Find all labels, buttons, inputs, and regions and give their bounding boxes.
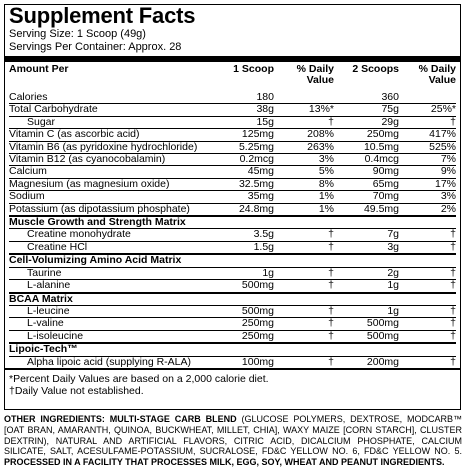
other-ingredients <box>4 414 462 468</box>
daily-value-two-scoops: † <box>401 318 456 330</box>
nutrient-row <box>9 203 456 216</box>
amount-two-scoops: 75g <box>336 104 401 116</box>
section-title: Lipoic-Tech™ <box>9 343 456 356</box>
matrix-item-row <box>9 241 456 254</box>
daily-value-two-scoops: 417% <box>401 129 456 141</box>
daily-value-one-scoop: 8% <box>276 178 336 190</box>
daily-value-two-scoops: † <box>401 267 456 279</box>
daily-value-one-scoop: † <box>276 116 336 128</box>
amount-two-scoops: 500mg <box>336 330 401 343</box>
servings-per-container: Servings Per Container: Approx. 28 <box>9 41 182 53</box>
nutrient-name: Total Carbohydrate <box>9 104 224 116</box>
daily-value-one-scoop: 1% <box>276 203 336 216</box>
amount-one-scoop: 32.5mg <box>224 178 276 190</box>
nutrient-row <box>9 116 456 128</box>
daily-value-one-scoop: 3% <box>276 154 336 166</box>
daily-value-two-scoops: 525% <box>401 141 456 153</box>
amount-one-scoop: 38g <box>224 104 276 116</box>
amount-two-scoops: 2g <box>336 267 401 279</box>
section-header-row <box>9 254 456 267</box>
daily-value-one-scoop: † <box>276 267 336 279</box>
amount-two-scoops: 90mg <box>336 166 401 178</box>
daily-value-one-scoop: † <box>276 241 336 254</box>
supplement-facts-panel <box>4 4 461 410</box>
nutrient-name: Creatine monohydrate <box>9 229 224 241</box>
nutrient-row <box>9 141 456 153</box>
nutrient-row <box>9 166 456 178</box>
daily-value-two-scoops: 2% <box>401 203 456 216</box>
nutrient-name: Creatine HCl <box>9 241 224 254</box>
daily-value-one-scoop: 208% <box>276 129 336 141</box>
nutrient-name: L-alanine <box>9 280 224 293</box>
daily-value-two-scoops: † <box>401 241 456 254</box>
amount-one-scoop: 5.25mg <box>224 141 276 153</box>
section-title: Cell-Volumizing Amino Acid Matrix <box>9 254 456 267</box>
daily-value-one-scoop <box>276 92 336 104</box>
amount-two-scoops: 29g <box>336 116 401 128</box>
amount-one-scoop: 250mg <box>224 330 276 343</box>
nutrient-name: Vitamin B6 (as pyridoxine hydrochloride) <box>9 141 224 153</box>
nutrient-name: L-isoleucine <box>9 330 224 343</box>
daily-value-two-scoops: 25%* <box>401 104 456 116</box>
section-header-row <box>9 343 456 356</box>
daily-value-two-scoops: † <box>401 116 456 128</box>
matrix-item-row <box>9 280 456 293</box>
amount-one-scoop: 500mg <box>224 305 276 317</box>
amount-two-scoops: 7g <box>336 229 401 241</box>
amount-one-scoop: 15g <box>224 116 276 128</box>
matrix-item-row <box>9 267 456 279</box>
nutrient-row <box>9 191 456 203</box>
amount-one-scoop: 100mg <box>224 356 276 368</box>
col-daily-value-1 <box>276 62 336 92</box>
nutrient-name: Magnesium (as magnesium oxide) <box>9 178 224 190</box>
nutrient-name: L-leucine <box>9 305 224 317</box>
daily-value-two-scoops: 17% <box>401 178 456 190</box>
daily-value-two-scoops: † <box>401 356 456 368</box>
daily-value-one-scoop: † <box>276 305 336 317</box>
dv2-line1: % Daily <box>418 63 456 75</box>
amount-two-scoops: 65mg <box>336 178 401 190</box>
nutrient-name: Taurine <box>9 267 224 279</box>
nutrient-name: Vitamin C (as ascorbic acid) <box>9 129 224 141</box>
amount-two-scoops: 49.5mg <box>336 203 401 216</box>
footnote-not-established: †Daily Value not established. <box>9 384 144 397</box>
matrix-item-row <box>9 330 456 343</box>
panel-title: Supplement Facts <box>9 3 196 28</box>
column-header-row <box>9 62 456 92</box>
daily-value-two-scoops: † <box>401 229 456 241</box>
amount-two-scoops: 3g <box>336 241 401 254</box>
nutrient-row <box>9 104 456 116</box>
daily-value-one-scoop: 5% <box>276 166 336 178</box>
other-ingredients-label: OTHER INGREDIENTS: MULTI-STAGE CARB BLEND <box>4 414 237 424</box>
amount-two-scoops: 360 <box>381 91 399 103</box>
daily-value-one-scoop: † <box>276 330 336 343</box>
nutrient-name: L-valine <box>9 318 224 330</box>
col-one-scoop: 1 Scoop <box>233 63 274 75</box>
nutrient-name: Sodium <box>9 191 224 203</box>
section-header-row <box>9 216 456 229</box>
amount-one-scoop: 1.5g <box>224 241 276 254</box>
amount-two-scoops: 500mg <box>336 318 401 330</box>
footnote-daily-values: *Percent Daily Values are based on a 2,000 calorie diet. <box>9 372 269 385</box>
amount-two-scoops: 250mg <box>336 129 401 141</box>
amount-two-scoops: 1g <box>336 305 401 317</box>
section-title: Muscle Growth and Strength Matrix <box>9 216 456 229</box>
amount-one-scoop: 125mg <box>224 129 276 141</box>
amount-two-scoops: 70mg <box>336 191 401 203</box>
nutrient-table-body <box>9 92 456 368</box>
daily-value-one-scoop: † <box>276 318 336 330</box>
footnotes <box>5 368 460 397</box>
nutrient-name: Calcium <box>9 166 224 178</box>
section-header-row <box>9 293 456 306</box>
nutrient-row <box>9 92 456 104</box>
matrix-item-row <box>9 318 456 330</box>
daily-value-two-scoops: 3% <box>401 191 456 203</box>
nutrient-name: Calories <box>9 91 48 103</box>
dv2-line2: Value <box>428 74 456 86</box>
nutrient-name: Vitamin B12 (as cyanocobalamin) <box>9 154 224 166</box>
dv1-line2: Value <box>306 74 334 86</box>
amount-two-scoops: 200mg <box>336 356 401 368</box>
daily-value-one-scoop: † <box>276 229 336 241</box>
serving-size: Serving Size: 1 Scoop (49g) <box>9 28 146 40</box>
amount-two-scoops: 0.4mcg <box>336 154 401 166</box>
nutrient-row <box>9 129 456 141</box>
nutrient-name: Alpha lipoic acid (supplying R-ALA) <box>9 356 224 368</box>
matrix-item-row <box>9 229 456 241</box>
dv1-line1: % Daily <box>296 63 334 75</box>
nutrient-name: Sugar <box>9 116 224 128</box>
daily-value-one-scoop: † <box>276 356 336 368</box>
amount-one-scoop: 250mg <box>224 318 276 330</box>
daily-value-one-scoop: † <box>276 280 336 293</box>
daily-value-two-scoops: † <box>401 330 456 343</box>
amount-one-scoop: 45mg <box>224 166 276 178</box>
other-ingredients-text: (GLUCOSE POLYMERS, DEXTROSE, MODCARB™ [OAT BRAN, AMARANTH, QUINOA, BUCKWHEAT, MILLET, CHIA], WAXY MAIZE [CORN STARCH], CLUSTER DEXTRIN), NATURAL AND ARTIFICIAL FLAVORS, CITRIC ACID, DICALCIUM PHOSPHATE, CALCIUM SILICATE, SALT, ACESULFAME-POTASSIUM, SUCRALOSE, FD&C YELLOW NO. 6, FD&C YELLOW NO. 5. <box>4 414 462 457</box>
daily-value-two-scoops: † <box>401 280 456 293</box>
daily-value-two-scoops <box>401 92 456 104</box>
amount-one-scoop: 1g <box>224 267 276 279</box>
daily-value-two-scoops: 7% <box>401 154 456 166</box>
daily-value-two-scoops: † <box>401 305 456 317</box>
col-amount-per: Amount Per <box>9 63 69 75</box>
amount-two-scoops: 10.5mg <box>336 141 401 153</box>
col-two-scoops: 2 Scoops <box>352 63 399 75</box>
amount-one-scoop: 0.2mcg <box>224 154 276 166</box>
section-title: BCAA Matrix <box>9 293 456 306</box>
amount-one-scoop: 180 <box>256 91 274 103</box>
amount-one-scoop: 24.8mg <box>224 203 276 216</box>
amount-one-scoop: 3.5g <box>224 229 276 241</box>
daily-value-one-scoop: 1% <box>276 191 336 203</box>
allergen-statement: PROCESSED IN A FACILITY THAT PROCESSES MILK, EGG, SOY, WHEAT AND PEANUT INGREDIENTS. <box>4 457 445 468</box>
daily-value-one-scoop: 263% <box>276 141 336 153</box>
amount-one-scoop: 500mg <box>224 280 276 293</box>
col-daily-value-2 <box>401 62 456 92</box>
amount-one-scoop: 35mg <box>224 191 276 203</box>
matrix-item-row <box>9 305 456 317</box>
daily-value-one-scoop: 13%* <box>276 104 336 116</box>
nutrient-table <box>9 62 456 368</box>
matrix-item-row <box>9 356 456 368</box>
nutrient-row <box>9 154 456 166</box>
nutrient-name: Potassium (as dipotassium phosphate) <box>9 203 224 216</box>
daily-value-two-scoops: 9% <box>401 166 456 178</box>
nutrient-row <box>9 178 456 190</box>
amount-two-scoops: 1g <box>336 280 401 293</box>
